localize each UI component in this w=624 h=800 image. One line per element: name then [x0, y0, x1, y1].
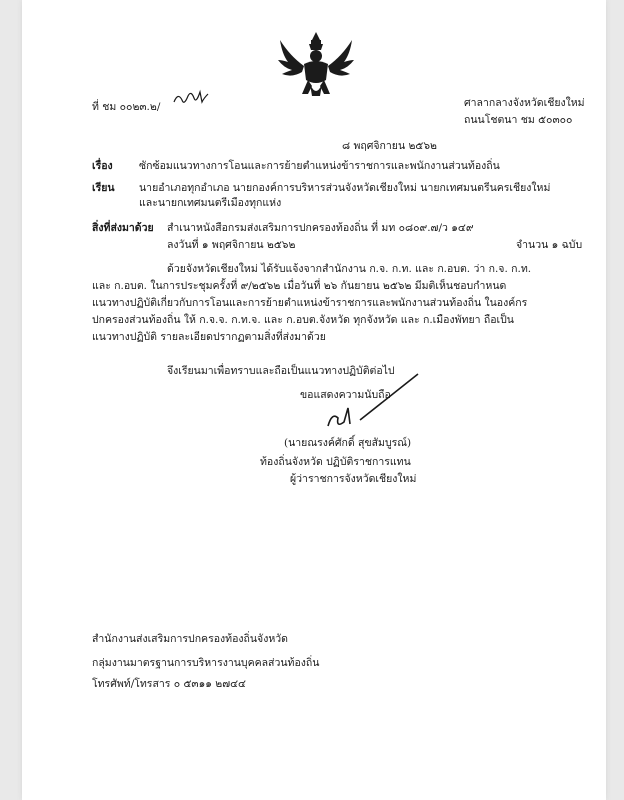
document-date: ๘ พฤศจิกายน ๒๕๖๒ [342, 140, 437, 152]
closing-text: จึงเรียนมาเพื่อทราบและถือเป็นแนวทางปฏิบัติต่อไป [167, 365, 395, 377]
subject-text: ซักซ้อมแนวทางการโอนและการย้ายตำแหน่งข้าราชการและพนักงานส่วนท้องถิ่น [139, 160, 500, 172]
body-line-1: ด้วยจังหวัดเชียงใหม่ ได้รับแจ้งจากสำนักงาน ก.จ. ก.ท. และ ก.อบต. ว่า ก.จ. ก.ท. [167, 263, 532, 275]
footer-office: สำนักงานส่งเสริมการปกครองท้องถิ่นจังหวัด [92, 633, 288, 645]
footer-phone: โทรศัพท์/โทรสาร ๐ ๕๓๑๑ ๒๗๔๔ [92, 678, 246, 690]
body-line-5: แนวทางปฏิบัติ รายละเอียดปรากฏตามสิ่งที่ส่งมาด้วย [92, 331, 326, 343]
signatory-name: (นายณรงค์ศักดิ์ สุขสัมบูรณ์) [284, 437, 412, 449]
body-line-2: และ ก.อบต. ในการประชุมครั้งที่ ๙/๒๕๖๒ เมื่อวันที่ ๒๖ กันยายน ๒๕๖๒ มีมติเห็นชอบกำหนด [92, 280, 507, 292]
handwritten-signature [320, 370, 430, 434]
handwritten-reference-number [172, 88, 212, 110]
enclosure-line-2: ลงวันที่ ๑ พฤศจิกายน ๒๕๖๒ [167, 239, 296, 251]
office-address: ถนนโชตนา ชม ๕๐๓๐๐ [464, 114, 573, 126]
subject-label: เรื่อง [92, 160, 113, 172]
regards-text: ขอแสดงความนับถือ [300, 389, 391, 401]
signatory-position-2: ผู้ว่าราชการจังหวัดเชียงใหม่ [290, 473, 417, 485]
enclosure-label: สิ่งที่ส่งมาด้วย [92, 222, 154, 234]
garuda-emblem-icon [276, 30, 356, 104]
addressee-label: เรียน [92, 182, 115, 194]
office-name: ศาลากลางจังหวัดเชียงใหม่ [464, 97, 585, 109]
signatory-position-1: ท้องถิ่นจังหวัด ปฏิบัติราชการแทน [260, 456, 411, 468]
reference-number: ที่ ชม ๐๐๒๓.๒/ [92, 101, 161, 113]
enclosure-quantity: จำนวน ๑ ฉบับ [516, 239, 583, 251]
addressee-line-2: และนายกเทศมนตรีเมืองทุกแห่ง [139, 197, 282, 209]
body-line-3: แนวทางปฏิบัติเกี่ยวกับการโอนและการย้ายตำแหน่งข้าราชการและพนักงานส่วนท้องถิ่น ในองค์กร [92, 297, 528, 309]
footer-department: กลุ่มงานมาตรฐานการบริหารงานบุคคลส่วนท้องถิ่น [92, 657, 320, 669]
body-line-4: ปกครองส่วนท้องถิ่น ให้ ก.จ.จ. ก.ท.จ. และ ก.อบต.จังหวัด ทุกจังหวัด และ ก.เมืองพัทยา ถือเป็น [92, 314, 514, 326]
enclosure-line-1: สำเนาหนังสือกรมส่งเสริมการปกครองท้องถิ่น ที่ มท ๐๘๐๙.๗/ว ๑๔๙ [167, 222, 474, 234]
addressee-line-1: นายอำเภอทุกอำเภอ นายกองค์การบริหารส่วนจังหวัดเชียงใหม่ นายกเทศมนตรีนครเชียงใหม่ [139, 182, 551, 194]
document-page [22, 0, 606, 800]
